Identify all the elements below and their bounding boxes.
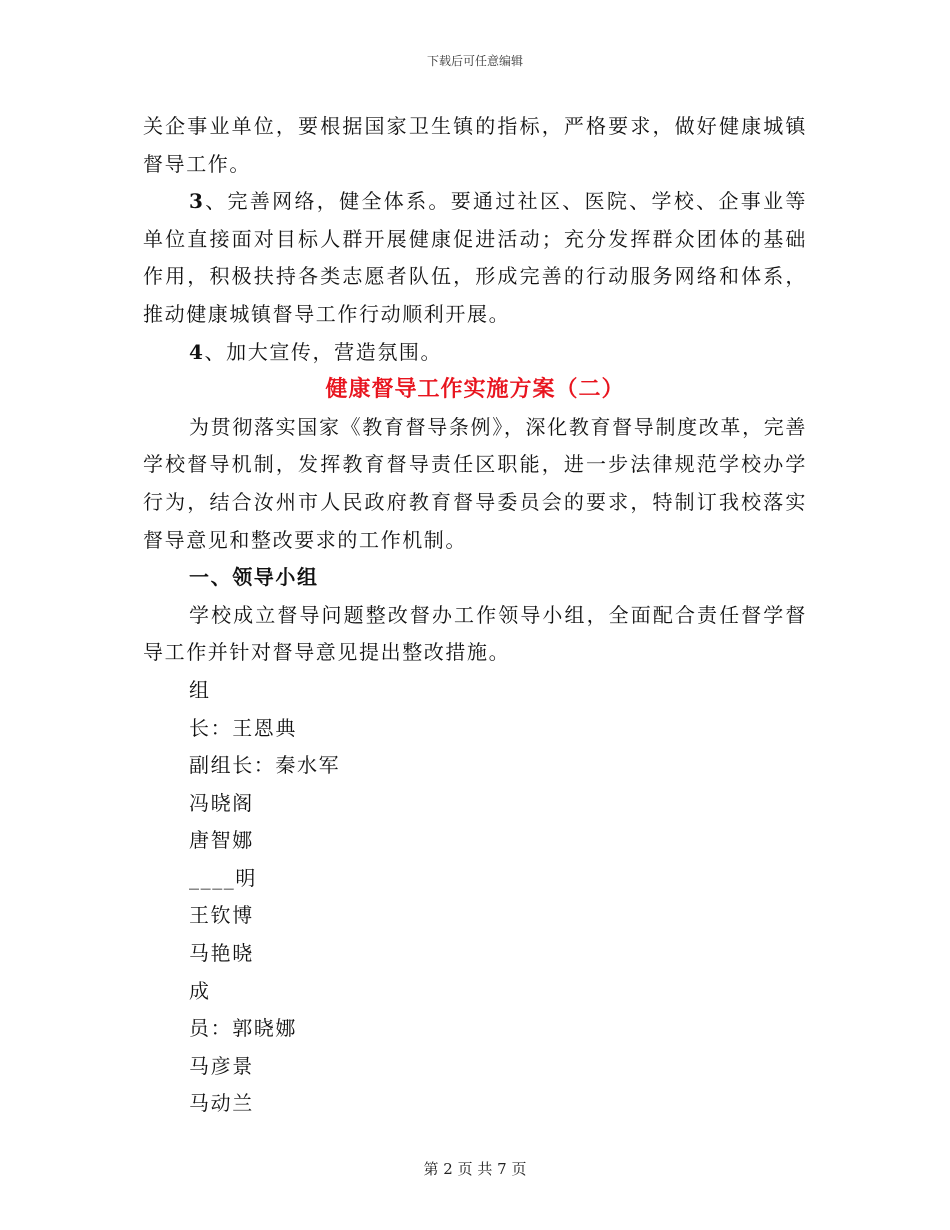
list-line: 马彦景	[189, 1053, 254, 1078]
page-header: 下载后可任意编辑	[426, 54, 523, 68]
paragraph-3	[143, 183, 807, 333]
document-body	[143, 108, 807, 1123]
list-line: 员：郭晓娜	[189, 1016, 297, 1041]
group-paragraph: 学校成立督导问题整改督办工作领导小组，全面配合责任督学督导工作并针对督导意见提出整改措施。	[143, 602, 807, 665]
paragraph-3-text: 、完善网络，健全体系。要通过社区、医院、学校、企事业等单位直接面对目标人群开展健康促进活动；充分发挥群众团体的基础作用，积极扶持各类志愿者队伍，形成完善的行动服务网络和体系，推动健康城镇督导工作行动顺利开展。	[143, 189, 807, 326]
item-number-4: 4	[189, 339, 205, 364]
item-number-3: 3	[189, 189, 205, 214]
paragraph-4-text: 、加大宣传，营造氛围。	[204, 339, 443, 364]
list-line: 王钦博	[189, 903, 254, 928]
member-list	[143, 672, 807, 1123]
section-title: 健康督导工作实施方案（二）	[325, 376, 625, 403]
list-line: 唐智娜	[189, 828, 254, 853]
list-line: 副组长：秦水军	[189, 753, 341, 778]
paragraph-continued: 关企事业单位，要根据国家卫生镇的指标，严格要求，做好健康城镇督导工作。	[143, 114, 807, 176]
intro-paragraph: 为贯彻落实国家《教育督导条例》，深化教育督导制度改革，完善学校督导机制，发挥教育督导责任区职能，进一步法律规范学校办学行为，结合汝州市人民政府教育督导委员会的要求，特制订我校落实督导意见和整改要求的工作机制。	[143, 414, 807, 552]
list-line: 冯晓阁	[189, 790, 254, 815]
page-footer: 第 2 页 共 7 页	[423, 1160, 527, 1178]
list-line: 马艳晓	[189, 941, 254, 966]
list-line: 马动兰	[189, 1091, 254, 1116]
list-line: 组	[189, 677, 211, 702]
heading-leadership-group: 一、领导小组	[189, 565, 319, 590]
paragraph-4	[143, 334, 807, 372]
list-line: 长：王恩典	[189, 715, 297, 740]
list-line: ____明	[189, 865, 257, 890]
list-line: 成	[189, 978, 211, 1003]
